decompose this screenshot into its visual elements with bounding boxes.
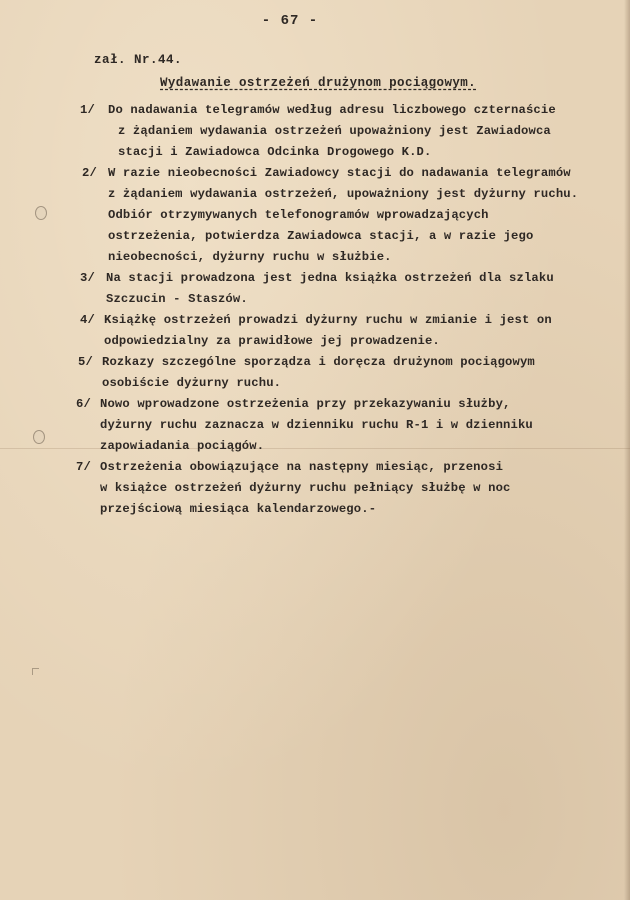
item-line: nieobecności, dyżurny ruchu w służbie. <box>108 250 392 264</box>
item-line: Do nadawania telegramów według adresu liczbowego czternaście <box>108 103 556 117</box>
item-line: Szczucin - Staszów. <box>106 292 248 306</box>
list-item <box>0 352 630 394</box>
item-line: Książkę ostrzeżeń prowadzi dyżurny ruchu w zmianie i jest on <box>104 313 552 327</box>
item-number: 5/ <box>78 355 93 369</box>
item-line: stacji i Zawiadowca Odcinka Drogowego K.D. <box>118 145 432 159</box>
item-line: z żądaniem wydawania ostrzeżeń, upoważniony jest dyżurny ruchu. <box>108 187 579 201</box>
item-line: Na stacji prowadzona jest jedna książka ostrzeżeń dla szlaku <box>106 271 554 285</box>
list-item <box>0 394 630 457</box>
document-title: Wydawanie ostrzeżeń drużynom pociągowym. <box>160 76 477 90</box>
item-number: 4/ <box>80 313 95 327</box>
page-number: - 67 - <box>261 13 319 29</box>
item-number: 7/ <box>76 460 91 474</box>
item-number: 3/ <box>80 271 95 285</box>
item-number: 6/ <box>76 397 91 411</box>
item-line: Rozkazy szczególne sporządza i doręcza drużynom pociągowym <box>102 355 535 369</box>
list-item <box>0 310 630 352</box>
item-line: Ostrzeżenia obowiązujące na następny miesiąc, przenosi <box>100 460 504 474</box>
item-line: Nowo wprowadzone ostrzeżenia przy przekazywaniu służby, <box>100 397 511 411</box>
item-line: ostrzeżenia, potwierdza Zawiadowca stacji, a w razie jego <box>108 229 534 243</box>
item-line: z żądaniem wydawania ostrzeżeń upoważniony jest Zawiadowca <box>118 124 551 138</box>
margin-mark <box>32 668 39 675</box>
list-item <box>0 100 630 163</box>
item-line: przejściową miesiąca kalendarzowego.- <box>100 502 377 516</box>
attachment-reference: zał. Nr.44. <box>94 53 183 67</box>
item-number: 1/ <box>80 103 95 117</box>
item-line: zapowiadania pociągów. <box>100 439 265 453</box>
item-line: w książce ostrzeżeń dyżurny ruchu pełniący służbę w noc <box>100 481 511 495</box>
item-line: W razie nieobecności Zawiadowcy stacji do nadawania telegramów <box>108 166 571 180</box>
list-item <box>0 268 630 310</box>
instruction-list <box>0 100 630 520</box>
item-line: odpowiedzialny za prawidłowe jej prowadzenie. <box>104 334 440 348</box>
list-item <box>0 457 630 520</box>
item-line: osobiście dyżurny ruchu. <box>102 376 282 390</box>
item-line: dyżurny ruchu zaznacza w dzienniku ruchu R-1 i w dzienniku <box>100 418 533 432</box>
item-line: Odbiór otrzymywanych telefonogramów wprowadzających <box>108 208 489 222</box>
item-number: 2/ <box>82 166 97 180</box>
list-item <box>0 163 630 268</box>
